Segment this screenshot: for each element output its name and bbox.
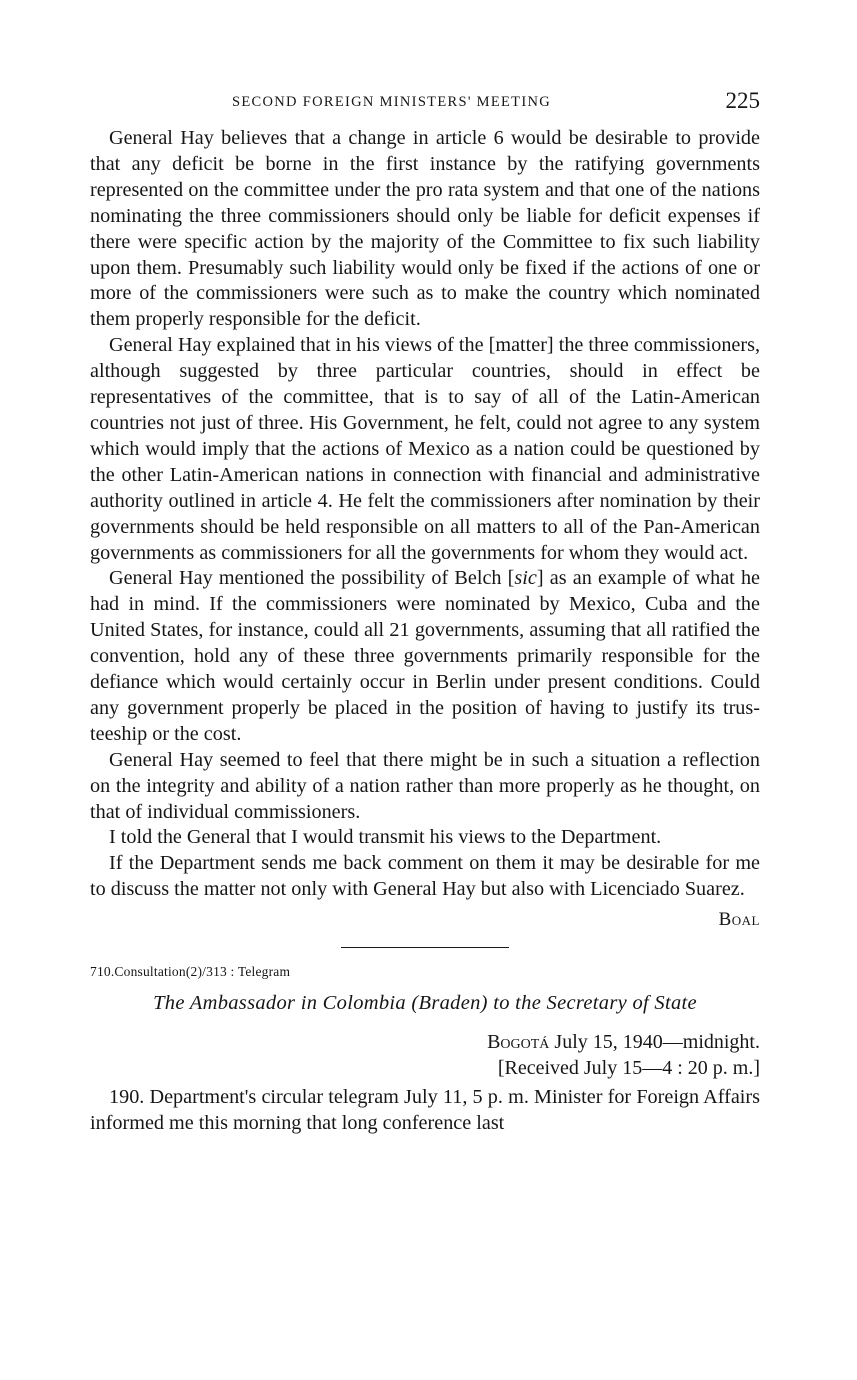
paragraph: General Hay believes that a change in article 6 would be desirable to provide that any deficit be borne in the first instance by the ratifying governments represented on the committee under the pro rata system and that one of the nations nominating the three commissioners should only be liable for deficit expenses if there were specific action by the majority of the Committee to fix such liability upon them. Presumably such liability would only be fixed if the actions of one or more of the commissioners were such as to make the country which nominated them properly responsible for the deficit. bbox=[90, 127, 760, 331]
running-header bbox=[90, 88, 760, 122]
telegram-body bbox=[90, 1085, 760, 1137]
sic-annotation: sic bbox=[514, 567, 537, 590]
file-reference: 710.Consultation(2)/313 : Telegram bbox=[90, 964, 291, 980]
paragraph: General Hay explained that in his views of the [matter] the three commissioners, although suggested by three particular countries, should in effect be representatives of the committee, that is to say of all of the Latin-American countries not just of three. His Government, he felt, could not agree to any system which would imply that the actions of Mexico as a nation could be questioned by the other Latin-American nations in connection with financial and administrative authority outlined in article 4. He felt the commissioners after nomination by their governments should be held responsible on all matters to all of the Pan-American governments as commissioners for all the governments for whom they would act. bbox=[90, 334, 760, 564]
ambassador-name: Braden bbox=[418, 992, 481, 1015]
paragraph: General Hay mentioned the possibility of Belch [sic] as an example of what he had in mind. If the commissioners were nominated by Mexico, Cuba and the United States, for instance, could all 21 governments, assuming that all ratified the convention, hold any of these three governments primarily responsible for the defiance which would certainly occur in Berlin under present conditions. Could any government properly be placed in the position of having to justify its trusteeship or the cost. bbox=[90, 567, 760, 745]
running-title: SECOND FOREIGN MINISTERS' MEETING bbox=[232, 94, 552, 110]
paragraph: I told the General that I would transmit his views to the Department. bbox=[109, 826, 662, 849]
paragraph: 190. Department's circular telegram July 11, 5 p. m. Minister for Foreign Affairs informed me this morning that long conference last bbox=[90, 1086, 760, 1135]
paragraph: General Hay seemed to feel that there might be in such a situation a reflection on the integrity and ability of a nation rather than more properly as he thought, on that of individual commissioners. bbox=[90, 748, 760, 823]
page-number: 225 bbox=[725, 88, 760, 113]
document-page bbox=[90, 88, 760, 1137]
dateline bbox=[90, 1029, 760, 1081]
section-divider bbox=[341, 947, 509, 948]
signature: Boal bbox=[718, 909, 760, 931]
date-received: [Received July 15—4 : 20 p. m.] bbox=[497, 1057, 760, 1080]
place: Bogotá bbox=[487, 1031, 550, 1054]
date-sent: Bogotá July 15, 1940—midnight. bbox=[487, 1031, 760, 1054]
letter-body bbox=[90, 126, 760, 903]
paragraph: If the Department sends me back comment on them it may be desirable for me to discuss the matter not only with General Hay but also with Licenciado Suarez. bbox=[90, 852, 760, 901]
document-heading: The Ambassador in Colombia (Braden) to the Secretary of State bbox=[153, 992, 697, 1015]
